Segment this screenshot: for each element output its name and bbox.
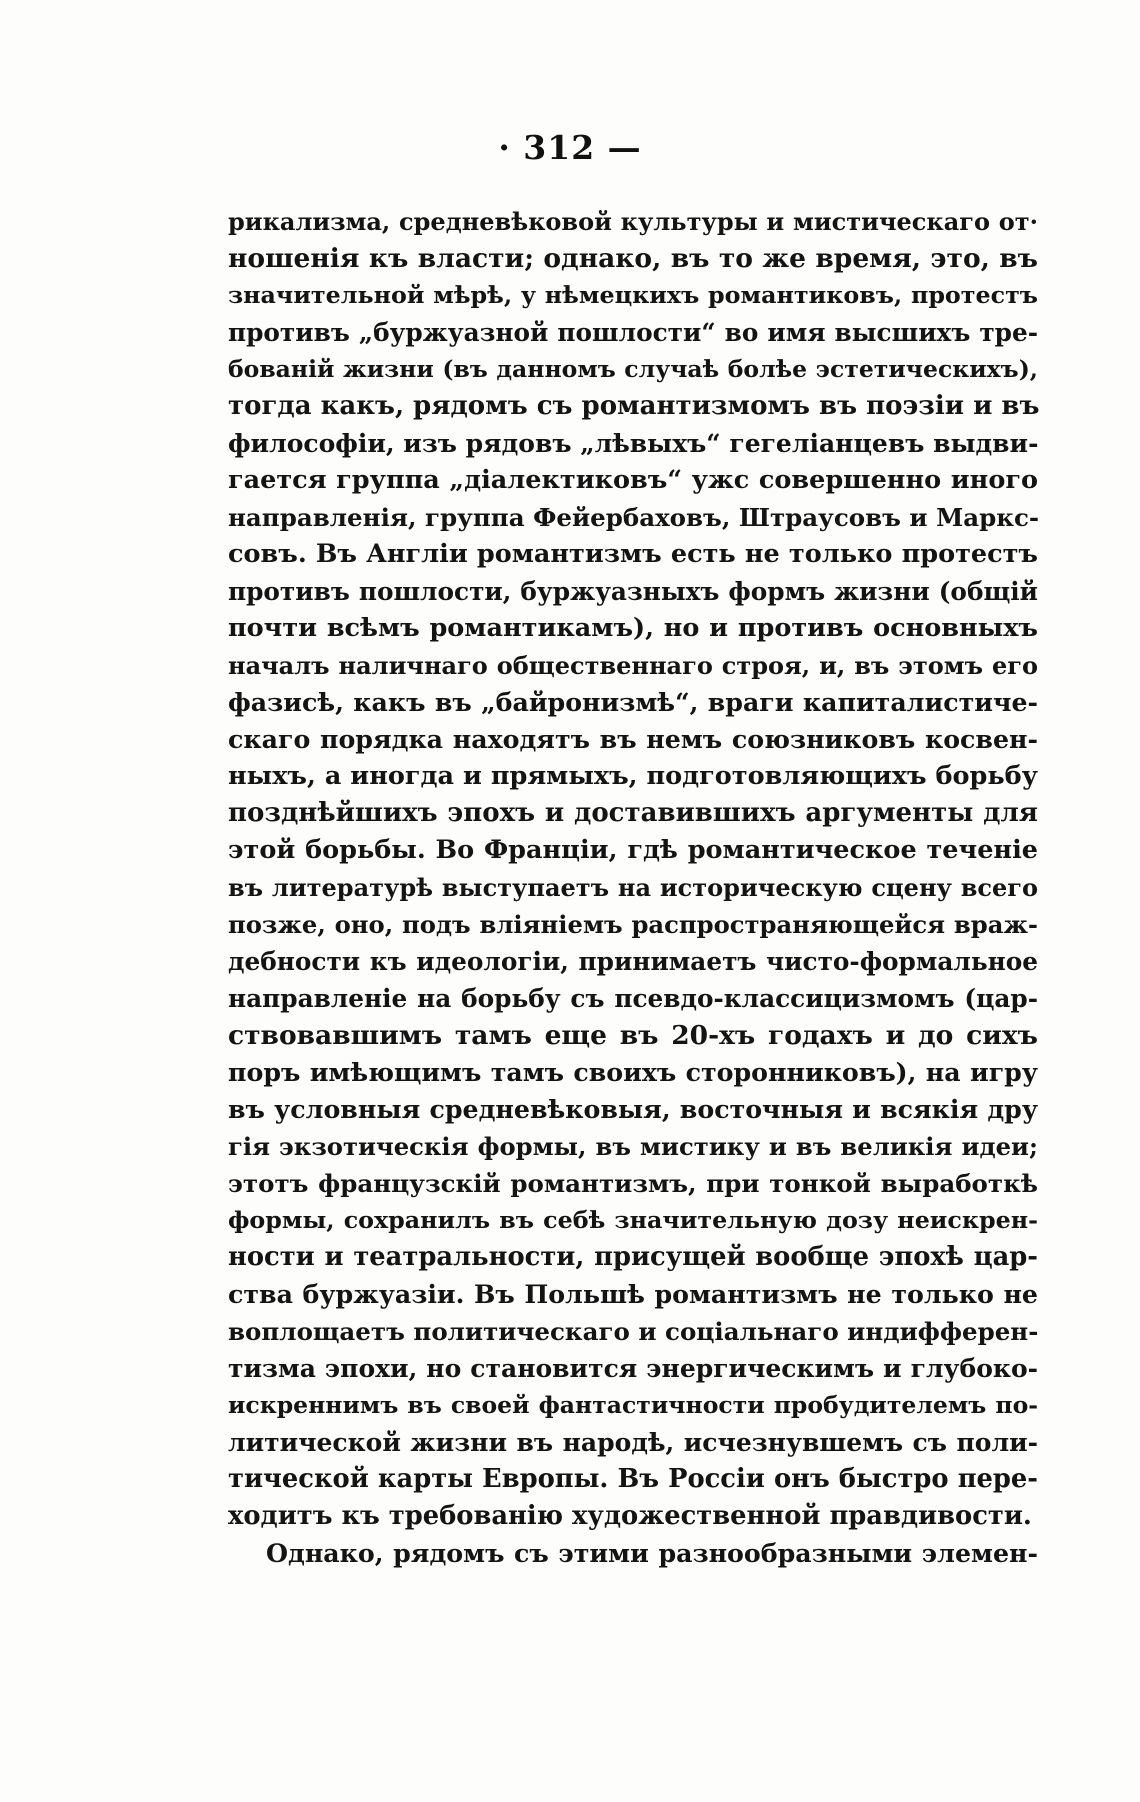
text-line: направленія, группа Фейербаховъ, Штраусовъ и Маркс- (228, 503, 1040, 532)
text-line: тической карты Европы. Въ Россіи онъ быстро пере- (228, 1464, 1038, 1494)
text-line: формы, сохранилъ въ себѣ значительную дозу неискрен- (228, 1206, 1038, 1234)
text-line: позже, оно, подъ вліяніемъ распространяющейся враж- (228, 910, 1038, 939)
text-line: тогда какъ, рядомъ съ романтизмомъ въ поэзіи и въ (228, 391, 1040, 421)
text-line: воплощаетъ политическаго и соціальнаго индифферен- (228, 1317, 1039, 1346)
text-line: тизма эпохи, но становится энергическимъ и глубоко- (228, 1354, 1038, 1383)
text-line: бованій жизни (въ данномъ случаѣ болѣе эстетическихъ), (228, 355, 1038, 383)
text-line: противъ „буржуазной пошлости“ во имя высшихъ тре- (228, 318, 1038, 347)
text-line: въ условныя средневѣковыя, восточныя и всякія дру (228, 1094, 1038, 1124)
text-line: этой борьбы. Во Франціи, гдѣ романтическое теченіе (228, 835, 1038, 865)
text-line: въ литературѣ выступаетъ на историческую сцену всего (228, 873, 1038, 902)
text-line: ныхъ, а иногда и прямыхъ, подготовляющихъ борьбу (228, 761, 1038, 791)
text-line: гается группа „діалектиковъ“ ужс совершенно иного (228, 465, 1038, 495)
text-line: рикализма, средневѣковой культуры и мистическаго от· (228, 207, 1038, 236)
text-line: ности и театральности, присущей вообще эпохѣ цар- (228, 1242, 1038, 1272)
text-line: ствовавшимъ тамъ еще въ 20-хъ годахъ и до сихъ (228, 1020, 1038, 1051)
text-line: философіи, изъ рядовъ „лѣвыхъ“ гегеліанцевъ выдви- (228, 429, 1039, 458)
text-line: искреннимъ въ своей фантастичности пробудителемъ по- (228, 1391, 1038, 1419)
text-line: почти всѣмъ романтикамъ), но и противъ основныхъ (228, 613, 1038, 643)
text-line: поръ имѣющимъ тамъ своихъ сторонниковъ), на игру (228, 1057, 1038, 1087)
text-line: направленіе на борьбу съ псевдо-классицизмомъ (цар- (228, 984, 1038, 1013)
text-line: фазисѣ, какъ въ „байронизмѣ“, враги капиталистиче- (228, 687, 1038, 717)
text-line: дебности къ идеологіи, принимаетъ чисто-формальное (228, 947, 1038, 976)
text-line: противъ пошлости, буржуазныхъ формъ жизни (общій (228, 577, 1038, 606)
text-line: началъ наличнаго общественнаго строя, и, въ этомъ его (228, 651, 1038, 680)
text-line: значительной мѣрѣ, у нѣмецкихъ романтиковъ, протестъ (228, 281, 1038, 309)
text-line: позднѣйшихъ эпохъ и доставившихъ аргументы для (228, 798, 1038, 828)
text-line: гія экзотическія формы, въ мистику и въ великія идеи; (228, 1132, 1038, 1161)
text-line: ношенія къ власти; однако, въ то же время, это, въ (228, 243, 1038, 274)
text-line: этотъ французскій романтизмъ, при тонкой выработкѣ (228, 1169, 1038, 1198)
text-line: литической жизни въ народѣ, исчезнувшемъ съ поли- (228, 1428, 1038, 1457)
page-number: · 312 — (498, 128, 642, 167)
paragraph-end-line: ходитъ къ требованію художественной правдивости. (228, 1501, 1032, 1531)
body-text (228, 203, 1038, 1572)
paragraph-start-line: Однако, рядомъ съ этими разнообразными элемен- (266, 1538, 1038, 1568)
text-line: совъ. Въ Англіи романтизмъ есть не только протестъ (228, 539, 1038, 569)
text-line: скаго порядка находятъ въ немъ союзниковъ косвен- (228, 724, 1038, 754)
text-line: ства буржуазіи. Въ Польшѣ романтизмъ не только не (228, 1279, 1038, 1309)
